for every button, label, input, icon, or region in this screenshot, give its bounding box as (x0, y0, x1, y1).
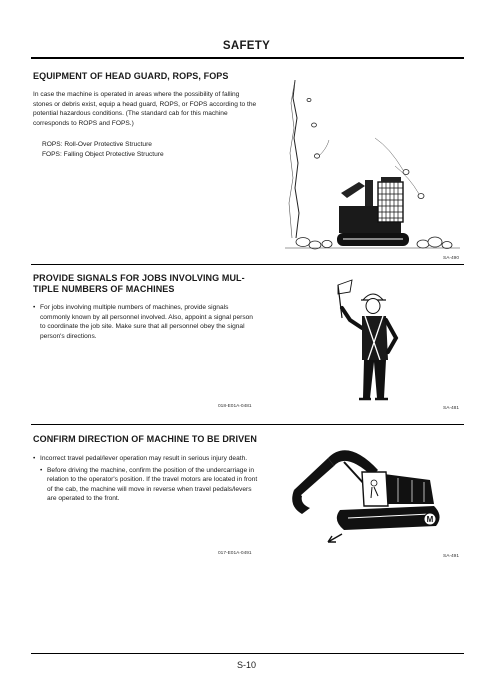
header-rule (31, 57, 464, 59)
section-title-head-guard: EQUIPMENT OF HEAD GUARD, ROPS, FOPS (33, 71, 229, 81)
signals-bullet-list (33, 303, 258, 341)
section-title-signals-line2: TIPLE NUMBERS OF MACHINES (33, 284, 175, 294)
falling-rocks-excavator-illustration (285, 78, 465, 253)
head-guard-paragraph: In case the machine is operated in areas where the possibility of falling stones or debris exist, equip a head guard, ROPS, or FOPS according to the potential hazardous conditions. (The standard cab for this machine corresponds to ROPS and FOPS.) (33, 91, 257, 127)
direction-bullet-item: • Incorrect travel pedal/lever operation may result in serious injury death. (33, 454, 258, 464)
direction-sub-bullet-item: • Before driving the machine, confirm the position of the undercarriage in relation to the operator's position. If the travel motors are located in front of the cab, the machine will move in reverse when travel pedals/levers are operated to the front. (40, 466, 258, 504)
section-divider-2 (31, 424, 464, 425)
travel-motor-label: M (426, 515, 434, 524)
page-number: S-10 (236, 660, 256, 670)
figure-code-sa481: SA-481 (443, 406, 459, 411)
section-title-direction: CONFIRM DIRECTION OF MACHINE TO BE DRIVEN (33, 434, 257, 444)
section-title-signals-line1: PROVIDE SIGNALS FOR JOBS INVOLVING MUL- (33, 273, 245, 283)
signals-bullet-item: • For jobs involving multiple numbers of machines, provide signals commonly known by all personnel involved. Also, appoint a signal person to coordinate the job site. Make sure that all personnel obey the signal person's directions. (33, 303, 258, 341)
fops-definition: FOPS: Falling Object Protective Structure (42, 151, 164, 158)
figure-code-sa491: SA-491 (443, 554, 459, 559)
footer-rule (31, 653, 464, 654)
direction-bullet-list (33, 454, 258, 504)
ref-code-0481: 018-E01A-0481 (218, 404, 252, 409)
section-divider-1 (31, 264, 464, 265)
rops-definition: ROPS: Roll-Over Protective Structure (42, 141, 152, 148)
page-header-title: SAFETY (222, 40, 271, 52)
excavator-travel-direction-illustration (288, 438, 448, 558)
figure-code-sa490: SA-490 (443, 256, 459, 261)
signal-person-illustration (330, 280, 440, 410)
ref-code-0491: 017-E01A-0491 (218, 551, 252, 556)
